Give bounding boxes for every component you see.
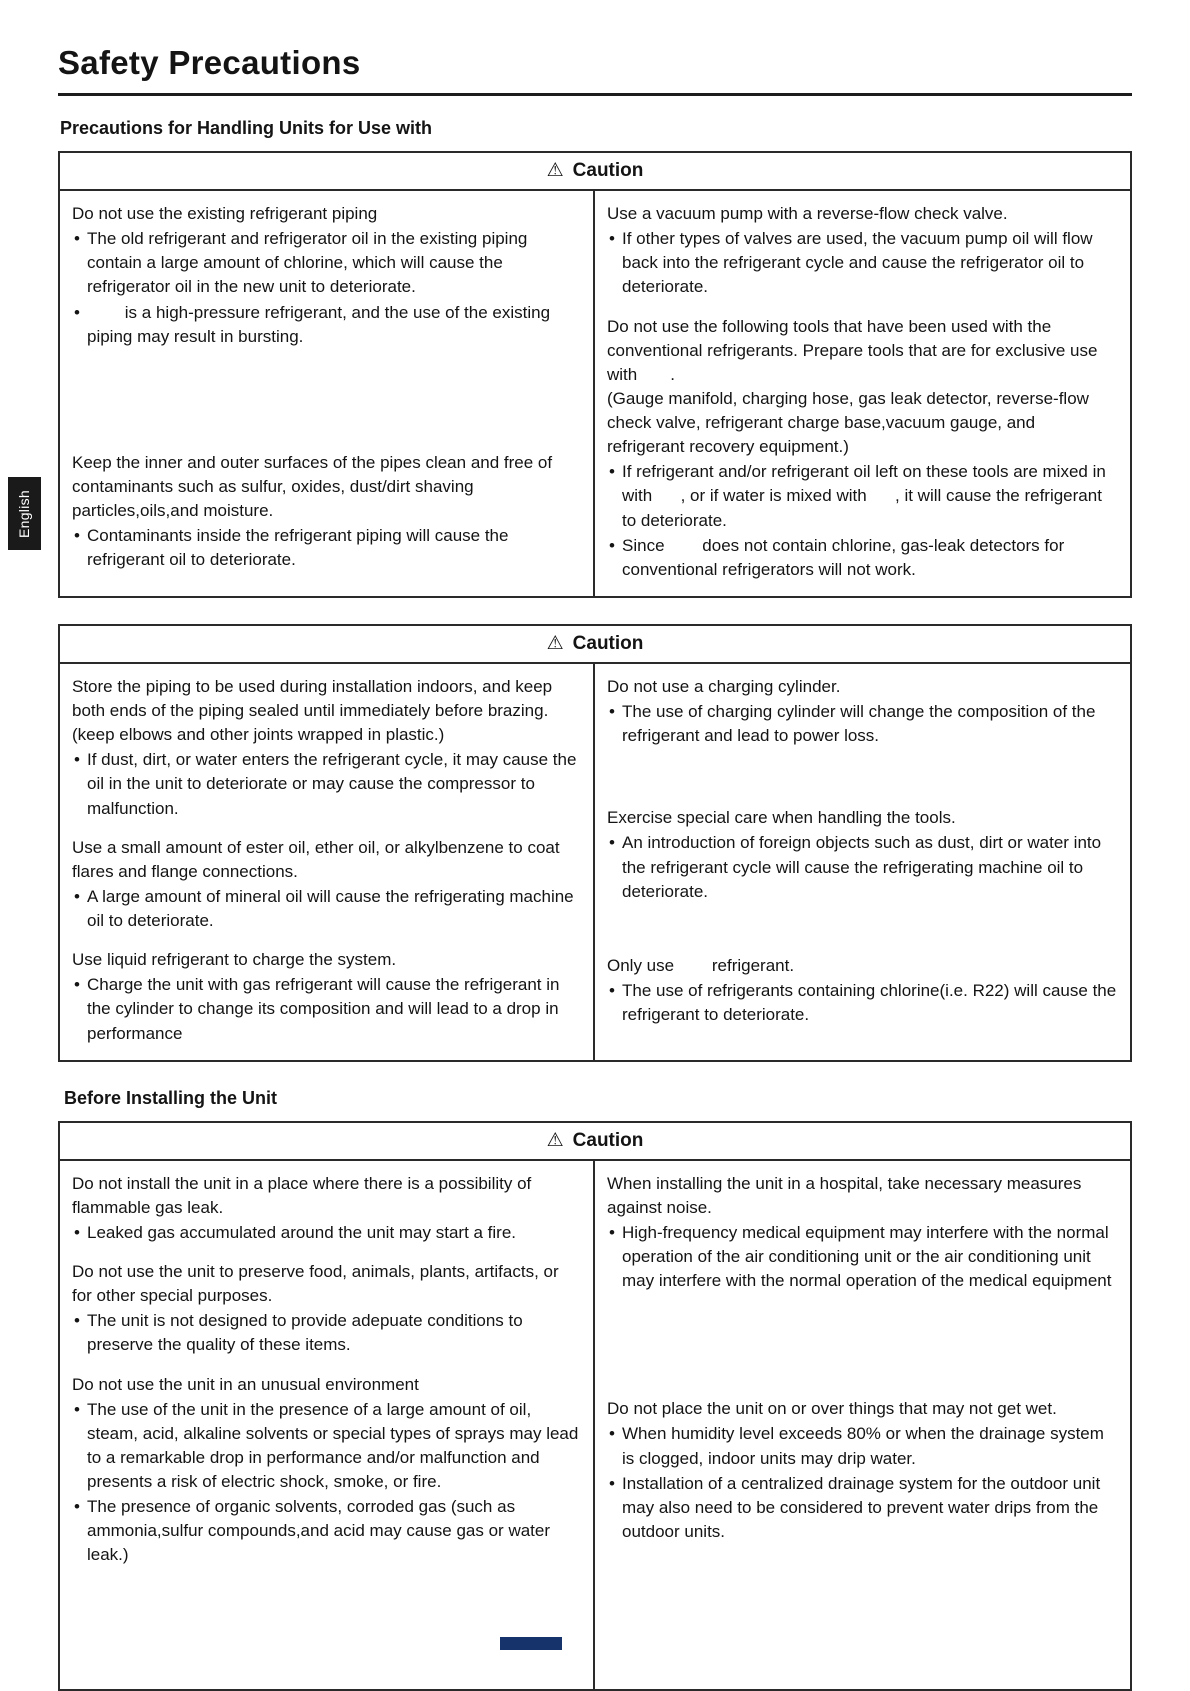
statement-text: Store the piping to be used during installation indoors, and keep both ends of the piping sealed until immediately before brazing.(keep elbows and other joints wrapped in plastic.) [72,676,553,745]
text-block [607,1172,1117,1294]
section-heading-handling-units: Precautions for Handling Units for Use with [60,118,433,138]
bullet-text: The presence of organic solvents, corroded gas (such as ammonia,sulfur compounds,and acid may cause gas or water leak.) [87,1497,551,1565]
table-body [60,664,1130,1060]
bullet-icon: • [609,833,615,853]
bullet-icon: • [609,462,615,482]
bullet-text: is a high-pressure refrigerant, and the use of the existing piping may result in bursting. [87,302,551,346]
bullet-item [607,1472,1117,1544]
bullet-icon: • [74,1311,80,1331]
statement-text: Exercise special care when handling the tools. [607,808,956,828]
bullet-icon: • [609,1473,615,1493]
table-body [60,191,1130,596]
caution-header [60,626,1130,664]
bullet-item [72,1309,580,1357]
text-block [72,1373,580,1568]
text-block [72,836,580,934]
footer-mark [500,1637,562,1650]
bullet-icon: • [74,1222,80,1242]
text-block [72,1172,580,1245]
table-column-right [595,191,1130,596]
bullet-text: The unit is not designed to provide adepuate conditions to preserve the quality of these items. [87,1311,523,1355]
bullet-item [72,227,580,299]
bullet-icon: • [609,535,615,555]
bullet-icon: • [74,229,80,249]
bullet-item [72,301,580,349]
bullet-icon: • [74,1399,80,1419]
warning-triangle-icon: ⚠ [546,1129,564,1151]
page-title: Safety Precautions [58,44,1132,96]
bullet-item [607,227,1117,299]
bullet-item [72,1221,580,1245]
bullet-text: If other types of valves are used, the vacuum pump oil will flow back into the refrigerant cycle and cause the refrigerator oil to deteriorate. [622,229,1093,297]
bullet-text: Leaked gas accumulated around the unit may start a fire. [87,1222,517,1242]
language-tab [8,477,41,550]
statement-text: Only use refrigerant. [607,955,795,975]
table-column-right [595,1161,1130,1689]
language-tab-label: English [16,489,33,538]
bullet-icon: • [74,526,80,546]
warning-triangle-icon: ⚠ [546,632,564,654]
caution-table-handling [58,151,1132,598]
bullet-icon: • [74,302,80,322]
bullet-item [72,1495,580,1567]
table-column-left [60,1161,595,1689]
bullet-item [607,1422,1117,1470]
table-column-left [60,191,595,596]
bullet-text: The use of refrigerants containing chlorine(i.e. R22) will cause the refrigerant to deteriorate. [622,980,1117,1024]
warning-triangle-icon: ⚠ [546,160,564,181]
bullet-text: When humidity level exceeds 80% or when the drainage system is clogged, indoor units may drip water. [622,1424,1104,1468]
bullet-item [607,700,1117,748]
bullet-item [607,460,1117,532]
text-block [607,675,1117,748]
bullet-item [72,885,580,933]
bullet-icon: • [609,980,615,1000]
bullet-text: The old refrigerant and refrigerator oil in the existing piping contain a large amount of chlorine, which will cause the refrigerator oil in the new unit to deteriorate. [87,229,528,297]
bullet-text: A large amount of mineral oil will cause the refrigerating machine oil to deteriorate. [87,886,574,930]
bullet-item [607,534,1117,582]
caution-header [60,1123,1130,1161]
bullet-item [72,748,580,820]
statement-text: Do not place the unit on or over things that may not get wet. [607,1399,1057,1419]
text-block [607,202,1117,300]
statement-text: Do not use a charging cylinder. [607,676,841,696]
bullet-item [607,831,1117,903]
bullet-text: Since does not contain chlorine, gas-leak detectors for conventional refrigerators will not work. [622,535,1065,579]
bullet-icon: • [609,1424,615,1444]
bullet-icon: • [609,1222,615,1242]
bullet-icon: • [74,1497,80,1517]
statement-text: Use a small amount of ester oil, ether oil, or alkylbenzene to coat flares and flange connections. [72,837,560,881]
bullet-text: If dust, dirt, or water enters the refrigerant cycle, it may cause the oil in the unit to deteriorate or may cause the compressor to malfunction. [87,750,577,818]
statement-text: When installing the unit in a hospital, take necessary measures against noise. [607,1173,1082,1217]
bullet-text: The use of charging cylinder will change the composition of the refrigerant and lead to power loss. [622,702,1096,746]
bullet-item [607,1221,1117,1293]
caution-label: Caution [572,160,644,181]
bullet-icon: • [609,702,615,721]
section-heading-before-installing: Before Installing the Unit [64,1087,278,1108]
caution-label: Caution [572,1129,644,1151]
table-body [60,1161,1130,1689]
bullet-text: High-frequency medical equipment may interfere with the normal operation of the air conditioning unit or the air conditioning unit may interfere with the normal operation of the medical equipment [622,1222,1112,1291]
bullet-text: If refrigerant and/or refrigerant oil left on these tools are mixed in with , or if water is mixed with , it will cause the refrigerant to deteriorate. [622,462,1106,530]
statement-text: Use a vacuum pump with a reverse-flow check valve. [607,204,1008,223]
caution-table-handling-2 [58,624,1132,1062]
text-block [607,315,1117,582]
caution-label: Caution [572,632,644,654]
table-column-left [60,664,595,1060]
bullet-icon: • [74,975,80,995]
statement-text: Do not use the following tools that have been used with the conventional refrigerants. Prepare tools that are for exclusive use with . [607,316,1098,384]
text-block [72,451,580,573]
text-block [72,1260,580,1358]
statement-text: Do not use the unit to preserve food, animals, plants, artifacts, or for other special purposes. [72,1262,559,1306]
statement-text: Keep the inner and outer surfaces of the pipes clean and free of contaminants such as sulfur, oxides, dust/dirt shaving particles,oils,and moisture. [72,452,553,520]
bullet-item [607,979,1117,1027]
bullet-text: The use of the unit in the presence of a large amount of oil, steam, acid, alkaline solvents or special types of sprays may lead to a remarkable drop in performance and/or malfunction and presents a risk of electric shock, smoke, or fire. [87,1399,579,1491]
bullet-item [72,524,580,572]
bullet-item [72,973,580,1045]
bullet-icon: • [74,750,80,770]
table-column-right [595,664,1130,1060]
bullet-item [72,1398,580,1495]
statement-text: Use liquid refrigerant to charge the system. [72,950,397,970]
statement-text: Do not use the unit in an unusual environment [72,1374,419,1394]
bullet-icon: • [74,886,80,906]
text-block [72,202,580,349]
bullet-text: An introduction of foreign objects such as dust, dirt or water into the refrigerant cycle will cause the refrigerating machine oil to deteriorate. [622,833,1102,901]
note-text: (Gauge manifold, charging hose, gas leak detector, reverse-flow check valve, refrigerant charge base,vacuum gauge, and refrigerant recovery equipment.) [607,388,1089,457]
caution-table-before-installing [58,1121,1132,1691]
text-block [607,954,1117,1027]
bullet-text: Contaminants inside the refrigerant piping will cause the refrigerant oil to deteriorate. [87,526,509,570]
bullet-text: Charge the unit with gas refrigerant will cause the refrigerant in the cylinder to change its composition and will lead to a drop in performance [87,975,560,1043]
text-block [607,1397,1117,1544]
text-block [72,948,580,1046]
bullet-text: Installation of a centralized drainage system for the outdoor unit may also need to be considered to prevent water drips from the outdoor units. [622,1473,1101,1541]
text-block [72,675,580,821]
statement-text: Do not use the existing refrigerant piping [72,204,378,223]
bullet-icon: • [609,229,615,249]
statement-text: Do not install the unit in a place where there is a possibility of flammable gas leak. [72,1173,532,1217]
caution-header [60,153,1130,191]
text-block [607,806,1117,904]
